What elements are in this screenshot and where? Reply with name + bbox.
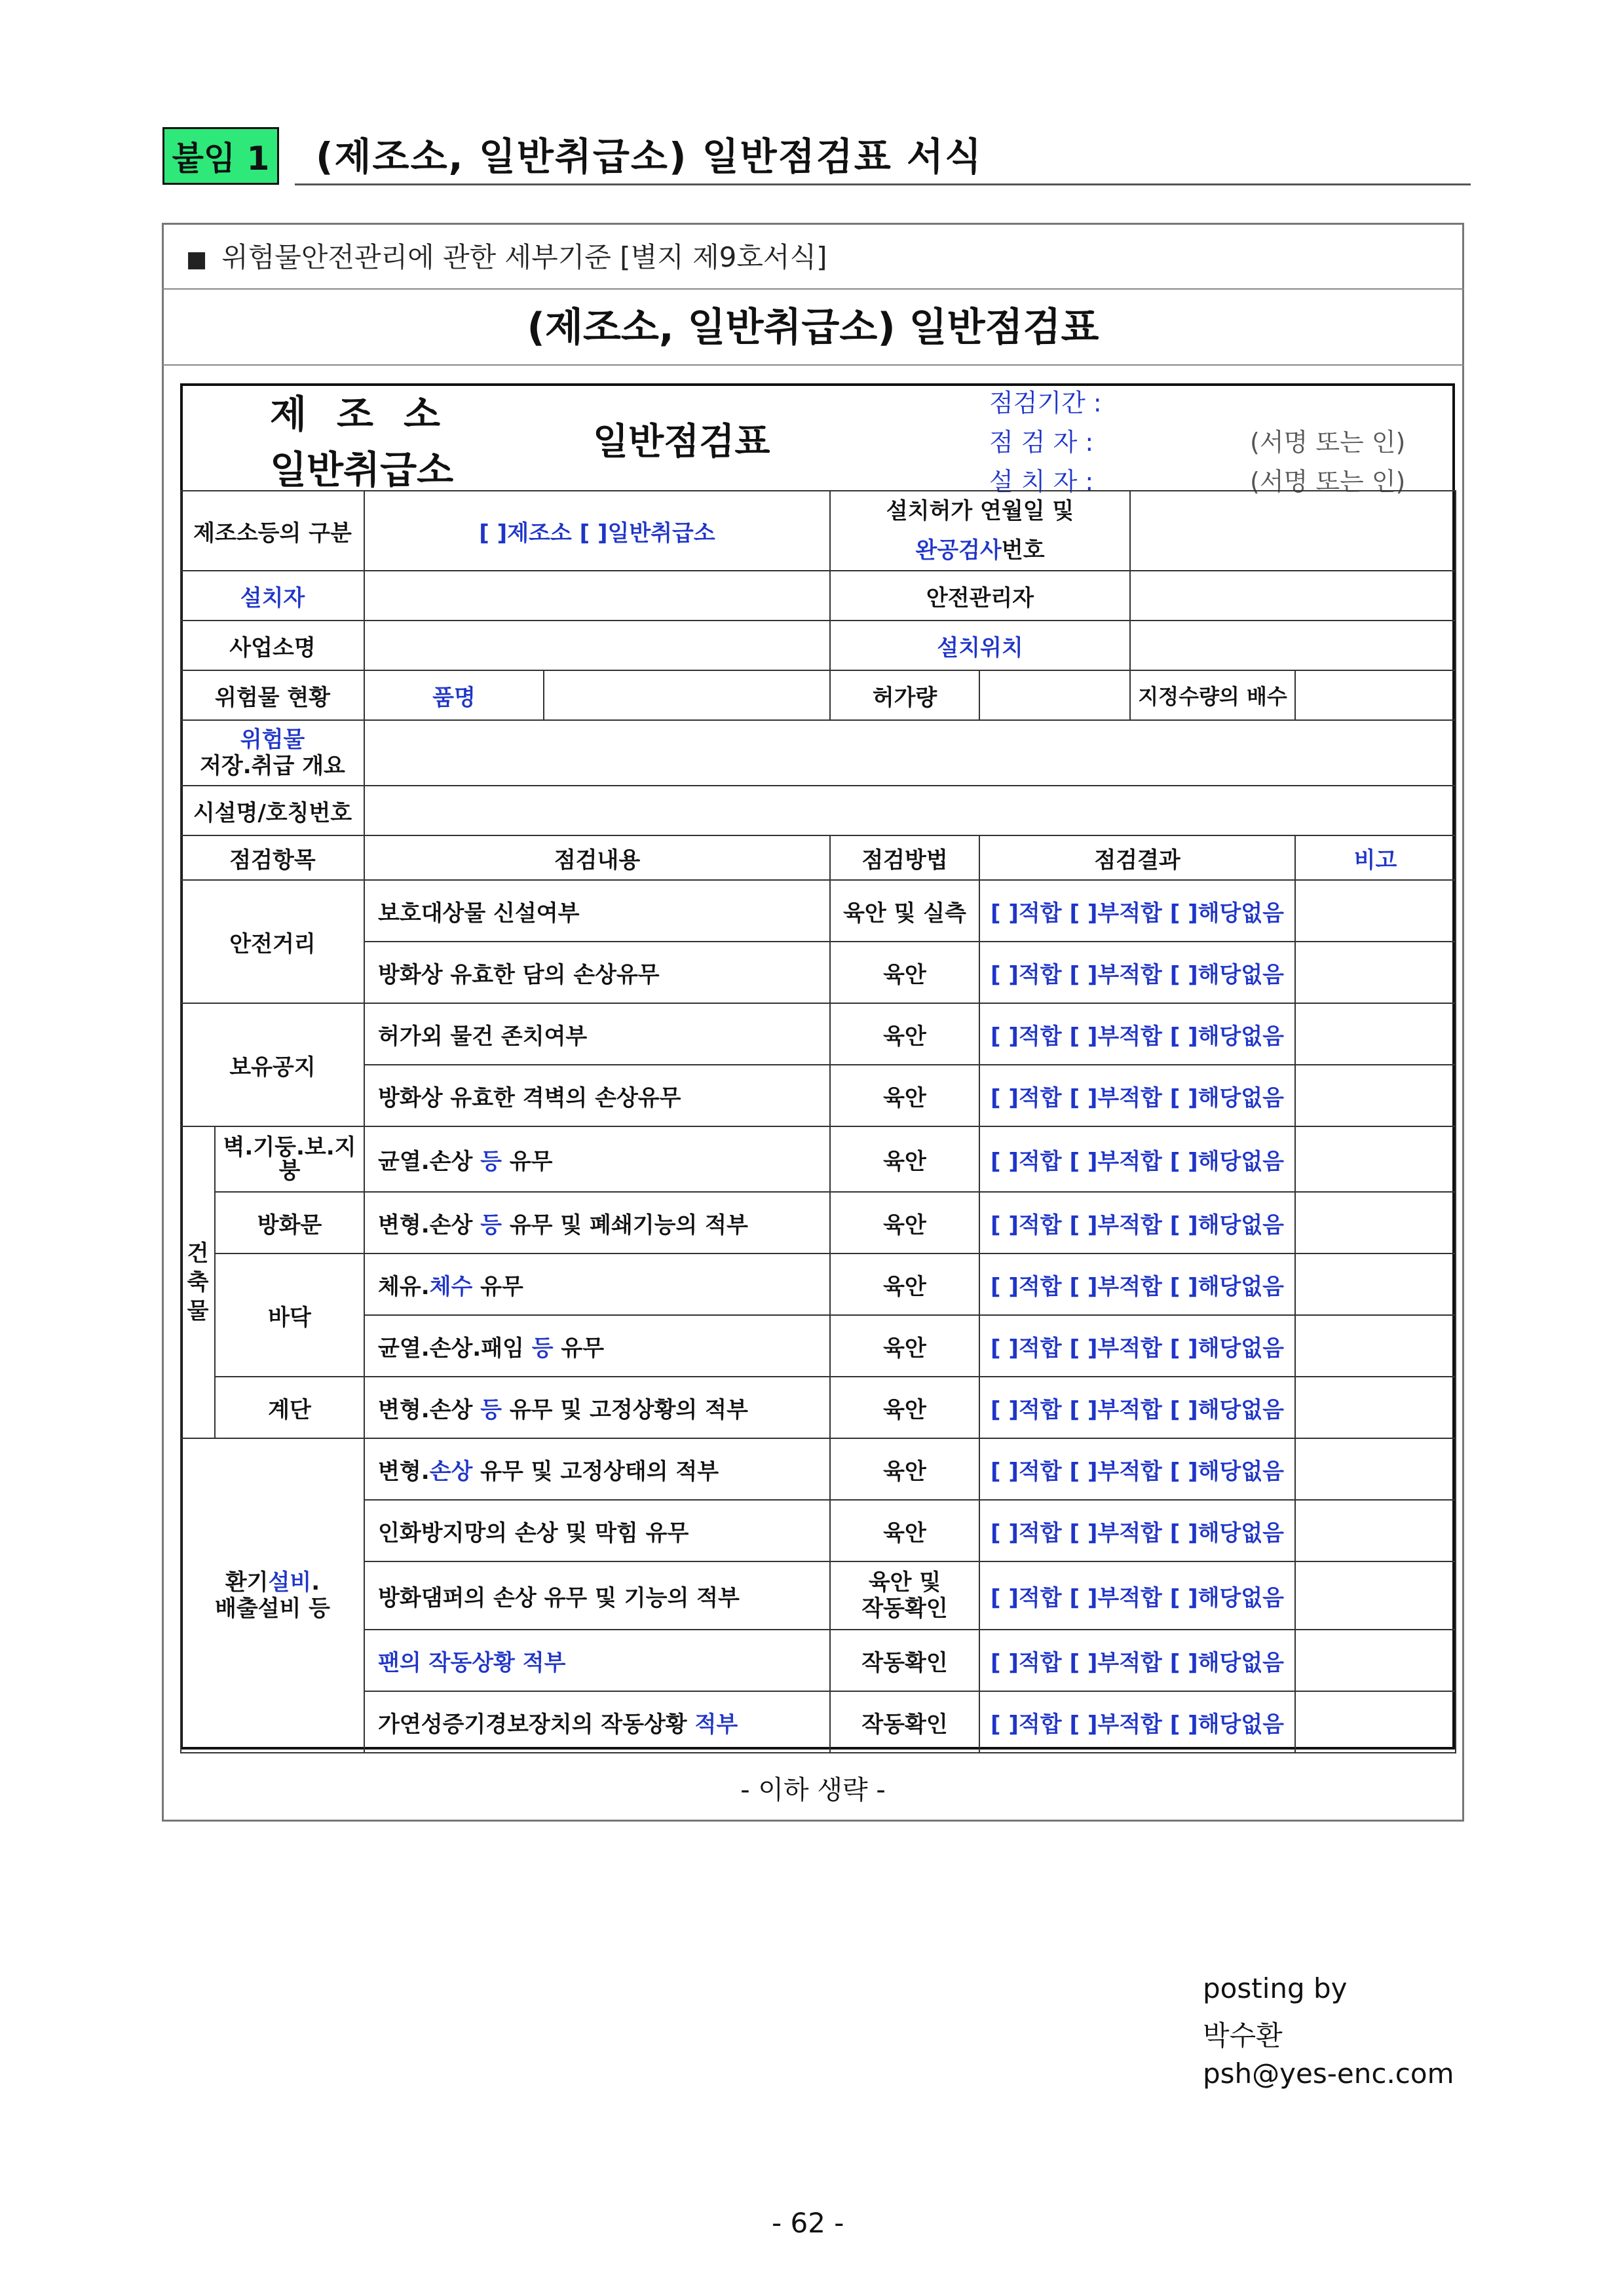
ventilation-line2: 배출설비 등 xyxy=(214,1596,331,1622)
subgroup-fire-door: 방화문 xyxy=(215,1192,364,1253)
check-method: 육안 xyxy=(830,1315,979,1377)
business-name-value[interactable] xyxy=(364,621,830,670)
check-content xyxy=(364,1377,830,1438)
table-row xyxy=(181,670,1456,720)
storage-label-line2: 저장.취급 개요 xyxy=(200,753,345,779)
check-method: 육안 xyxy=(830,1377,979,1438)
content-part: 균열.손상 xyxy=(378,1148,481,1175)
check-method: 작동확인 xyxy=(830,1691,979,1753)
check-content xyxy=(364,1315,830,1377)
permit-label xyxy=(830,491,1130,571)
category-label: 제조소등의 구분 xyxy=(181,491,364,571)
posting-author: 박수환 xyxy=(1203,2019,1283,2052)
table-row xyxy=(181,1630,1456,1691)
check-method: 육안 xyxy=(830,1253,979,1315)
item-name-value[interactable] xyxy=(544,670,830,720)
result-checkbox-group[interactable]: [ ]적합 [ ]부적합 [ ]해당없음 xyxy=(979,1691,1295,1753)
check-content: 방화상 유효한 격벽의 손상유무 xyxy=(364,1065,830,1126)
ventilation-text: 환기 xyxy=(225,1569,269,1596)
content-part-highlight: 체수 xyxy=(429,1273,473,1300)
item-name-label: 품명 xyxy=(364,670,544,720)
page-number: - 62 - xyxy=(772,2207,844,2239)
check-content: 허가외 물건 존치여부 xyxy=(364,1003,830,1065)
ventilation-line1 xyxy=(185,1569,360,1596)
check-content: 팬의 작동상황 적부 xyxy=(364,1630,830,1691)
table-row xyxy=(181,1500,1456,1561)
table-row xyxy=(181,720,1456,786)
result-checkbox-group[interactable]: [ ]적합 [ ]부적합 [ ]해당없음 xyxy=(979,1253,1295,1315)
table-row xyxy=(181,1065,1456,1126)
result-checkbox-group[interactable]: [ ]적합 [ ]부적합 [ ]해당없음 xyxy=(979,942,1295,1003)
result-checkbox-group[interactable]: [ ]적합 [ ]부적합 [ ]해당없음 xyxy=(979,1561,1295,1630)
content-part: 유무 xyxy=(553,1335,605,1362)
content-part: 유무 xyxy=(472,1273,523,1300)
check-content: 방화댐퍼의 손상 유무 및 기능의 적부 xyxy=(364,1561,830,1630)
check-method: 육안 및 실측 xyxy=(830,880,979,942)
subgroup-wall: 벽.기둥.보.지붕 xyxy=(215,1126,364,1192)
ventilation-highlight: 설비 xyxy=(268,1569,312,1596)
table-row xyxy=(181,942,1456,1003)
check-content xyxy=(364,1438,830,1500)
table-row xyxy=(181,1126,1456,1192)
installer-label: 설 치 자 : xyxy=(989,467,1094,496)
number-text: 번호 xyxy=(1001,537,1045,564)
header-result: 점검결과 xyxy=(979,835,1295,880)
content-part: 유무 xyxy=(502,1148,553,1175)
permitted-qty-label: 허가량 xyxy=(830,670,979,720)
content-part-highlight: 등 xyxy=(480,1148,502,1175)
content-part: 변형.손상 xyxy=(378,1212,481,1238)
note-cell[interactable] xyxy=(1295,1691,1456,1753)
inspection-table xyxy=(180,490,1456,1753)
content-part-highlight: 등 xyxy=(531,1335,554,1362)
note-cell[interactable] xyxy=(1295,1003,1456,1065)
source-reference xyxy=(186,236,827,275)
table-row xyxy=(181,1438,1456,1500)
check-method: 육안 xyxy=(830,1126,979,1192)
content-part-highlight: 적부 xyxy=(694,1711,738,1738)
content-part: 유무 및 고정상태의 적부 xyxy=(472,1458,719,1485)
source-text: 위험물안전관리에 관한 세부기준 [별지 제9호서식] xyxy=(221,241,827,273)
result-checkbox-group[interactable]: [ ]적합 [ ]부적합 [ ]해당없음 xyxy=(979,1126,1295,1192)
posting-email[interactable]: psh@yes-enc.com xyxy=(1203,2057,1454,2090)
note-cell[interactable] xyxy=(1295,1561,1456,1630)
note-cell[interactable] xyxy=(1295,1438,1456,1500)
content-part-highlight: 등 xyxy=(480,1212,502,1238)
table-row xyxy=(181,621,1456,670)
check-method: 육안 xyxy=(830,1003,979,1065)
check-method: 작동확인 xyxy=(830,1630,979,1691)
result-checkbox-group[interactable]: [ ]적합 [ ]부적합 [ ]해당없음 xyxy=(979,1003,1295,1065)
note-cell[interactable] xyxy=(1295,1500,1456,1561)
permit-label-line2 xyxy=(835,531,1125,570)
result-checkbox-group[interactable]: [ ]적합 [ ]부적합 [ ]해당없음 xyxy=(979,1315,1295,1377)
storage-overview-label xyxy=(181,720,364,786)
inspector-signature: (서명 또는 인) xyxy=(1250,428,1406,457)
result-checkbox-group[interactable]: [ ]적합 [ ]부적합 [ ]해당없음 xyxy=(979,1192,1295,1253)
check-content: 보호대상물 신설여부 xyxy=(364,880,830,942)
check-content xyxy=(364,1192,830,1253)
divider xyxy=(162,288,1464,290)
result-checkbox-group[interactable]: [ ]적합 [ ]부적합 [ ]해당없음 xyxy=(979,1500,1295,1561)
table-row xyxy=(181,1691,1456,1753)
subgroup-floor: 바닥 xyxy=(215,1253,364,1377)
installer-signature: (서명 또는 인) xyxy=(1250,467,1406,496)
check-content: 인화방지망의 손상 및 막힘 유무 xyxy=(364,1500,830,1561)
note-cell[interactable] xyxy=(1295,1126,1456,1192)
check-method: 육안 xyxy=(830,1500,979,1561)
business-name-label: 사업소명 xyxy=(181,621,364,670)
permitted-qty-value[interactable] xyxy=(979,670,1130,720)
result-checkbox-group[interactable]: [ ]적합 [ ]부적합 [ ]해당없음 xyxy=(979,1065,1295,1126)
check-method: 육안 xyxy=(830,1438,979,1500)
content-part: 유무 및 폐쇄기능의 적부 xyxy=(502,1212,748,1238)
permit-value[interactable] xyxy=(1130,491,1456,571)
multiple-label: 지정수량의 배수 xyxy=(1130,670,1295,720)
note-cell[interactable] xyxy=(1295,880,1456,942)
square-bullet-icon: ■ xyxy=(186,246,208,273)
table-row xyxy=(181,1003,1456,1065)
table-row xyxy=(181,1192,1456,1253)
hazmat-status-label: 위험물 현황 xyxy=(181,670,364,720)
group-ventilation xyxy=(181,1438,364,1753)
content-part: 체유. xyxy=(378,1273,430,1300)
inspector-label: 점 검 자 : xyxy=(989,428,1094,457)
table-row xyxy=(181,786,1456,835)
content-part-highlight: 손상 xyxy=(429,1458,473,1485)
facility-name-label: 시설명/호칭번호 xyxy=(181,786,364,835)
method-line2: 작동확인 xyxy=(861,1596,948,1622)
content-part: 변형. xyxy=(378,1458,430,1485)
storage-label-line1: 위험물 xyxy=(240,727,305,753)
inspection-period-label: 점검기간 : xyxy=(989,389,1102,417)
divider xyxy=(162,364,1464,366)
result-checkbox-group[interactable]: [ ]적합 [ ]부적합 [ ]해당없음 xyxy=(979,1438,1295,1500)
check-content xyxy=(364,1691,830,1753)
category-value[interactable]: [ ]제조소 [ ]일반취급소 xyxy=(364,491,830,571)
attachment-tag: 붙임 1 xyxy=(162,127,279,185)
page-title: (제조소, 일반취급소) 일반점검표 서식 xyxy=(316,134,983,179)
table-row xyxy=(181,1315,1456,1377)
location-value[interactable] xyxy=(1130,621,1456,670)
table-row xyxy=(181,491,1456,571)
note-cell[interactable] xyxy=(1295,1630,1456,1691)
column-header-row xyxy=(181,835,1456,880)
note-cell[interactable] xyxy=(1295,942,1456,1003)
facility-type-general-handling: 일반취급소 xyxy=(270,448,454,492)
result-checkbox-group[interactable]: [ ]적합 [ ]부적합 [ ]해당없음 xyxy=(979,880,1295,942)
table-row xyxy=(181,1377,1456,1438)
permit-label-line1: 설치허가 연월일 및 xyxy=(886,498,1074,524)
content-part: 가연성증기경보장치의 작동상황 xyxy=(378,1711,695,1738)
group-building: 건 축 물 xyxy=(181,1126,215,1438)
document-name: 일반점검표 xyxy=(593,421,770,463)
content-part: 균열.손상.패임 xyxy=(378,1335,532,1362)
header-item: 점검항목 xyxy=(181,835,364,880)
subgroup-stairs: 계단 xyxy=(215,1377,364,1438)
content-part: 변형.손상 xyxy=(378,1396,481,1423)
header-note: 비고 xyxy=(1295,835,1456,880)
result-checkbox-group[interactable]: [ ]적합 [ ]부적합 [ ]해당없음 xyxy=(979,1630,1295,1691)
check-method: 육안 xyxy=(830,942,979,1003)
location-label: 설치위치 xyxy=(830,621,1130,670)
table-row xyxy=(181,571,1456,621)
header-method: 점검방법 xyxy=(830,835,979,880)
completion-inspection-text: 완공검사 xyxy=(915,537,1002,564)
content-part: 유무 및 고정상황의 적부 xyxy=(502,1396,748,1423)
check-method: 육안 xyxy=(830,1065,979,1126)
content-part-highlight: 등 xyxy=(480,1396,502,1423)
check-content: 방화상 유효한 담의 손상유무 xyxy=(364,942,830,1003)
note-cell[interactable] xyxy=(1295,1192,1456,1253)
installer-field-label: 설치자 xyxy=(181,571,364,621)
note-cell[interactable] xyxy=(1295,1315,1456,1377)
method-line1: 육안 및 xyxy=(868,1569,941,1596)
multiple-value[interactable] xyxy=(1295,670,1456,720)
ventilation-text: . xyxy=(311,1569,320,1596)
safety-manager-value[interactable] xyxy=(1130,571,1456,621)
result-checkbox-group[interactable]: [ ]적합 [ ]부적합 [ ]해당없음 xyxy=(979,1377,1295,1438)
check-content xyxy=(364,1126,830,1192)
note-cell[interactable] xyxy=(1295,1065,1456,1126)
storage-overview-value[interactable] xyxy=(364,720,1456,786)
omission-note: - 이하 생략 - xyxy=(740,1775,886,1805)
group-holding-space: 보유공지 xyxy=(181,1003,364,1126)
form-title: (제조소, 일반취급소) 일반점검표 xyxy=(527,305,1099,351)
note-cell[interactable] xyxy=(1295,1377,1456,1438)
check-method xyxy=(830,1561,979,1630)
installer-value[interactable] xyxy=(364,571,830,621)
facility-name-value[interactable] xyxy=(364,786,1456,835)
safety-manager-label: 안전관리자 xyxy=(830,571,1130,621)
facility-type-manufacturing: 제조소 xyxy=(270,392,471,436)
note-cell[interactable] xyxy=(1295,1253,1456,1315)
check-content xyxy=(364,1253,830,1315)
group-safety-distance: 안전거리 xyxy=(181,880,364,1003)
check-method: 육안 xyxy=(830,1192,979,1253)
title-underline xyxy=(295,183,1471,185)
header-content: 점검내용 xyxy=(364,835,830,880)
posting-label: posting by xyxy=(1203,1972,1348,2004)
table-row xyxy=(181,1561,1456,1630)
table-row xyxy=(181,880,1456,942)
table-row xyxy=(181,1253,1456,1315)
